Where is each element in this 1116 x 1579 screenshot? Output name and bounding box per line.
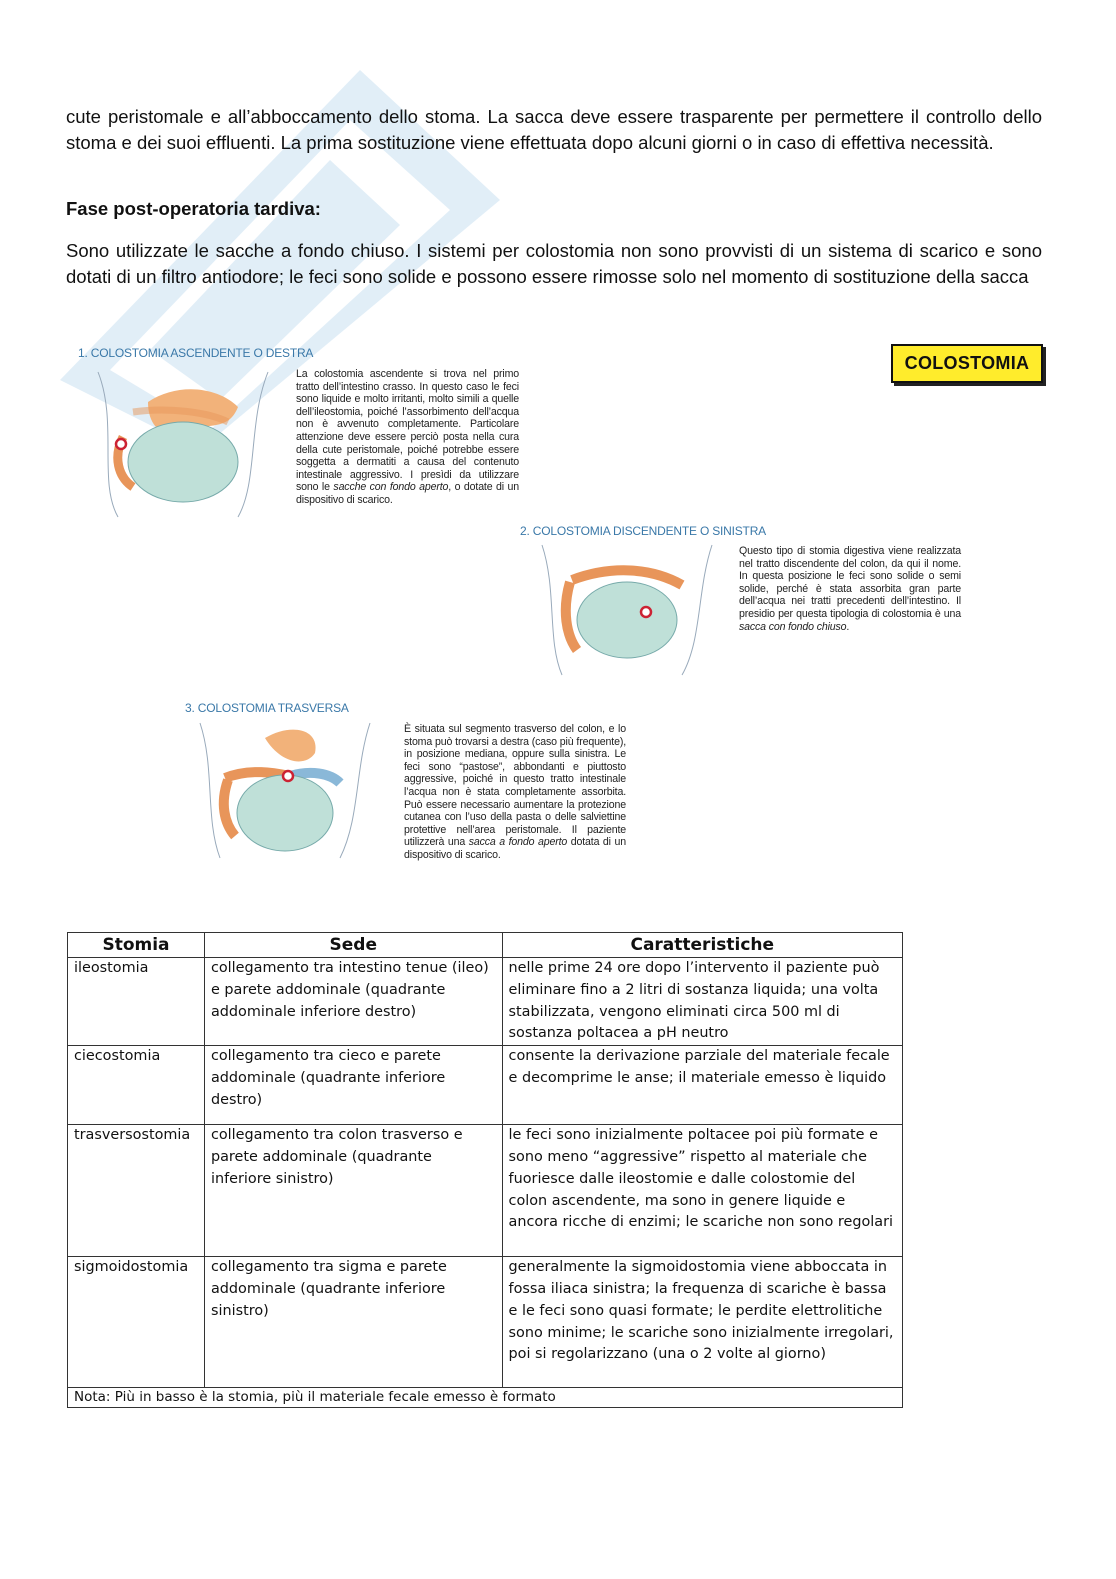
header-stomia: Stomia (68, 933, 205, 958)
table-note: Nota: Più in basso è la stomia, più il materiale fecale emesso è formato (68, 1388, 903, 1408)
table-row (68, 1257, 903, 1388)
figure-3-text: È situata sul segmento trasverso del colon, e lo stoma può trovarsi a destra (caso più frequente), in posizione mediana, oppure sulla sinistra. Le feci sono “pastose”, abbondanti e piuttosto aggressive, poiché in questo tratto intestinale l’acqua non è stata completamente assorbita. Può essere necessario aumentare la protezione cutanea con l’uso della pasta o delle salviettine protettive nell’area peristomale. Il paziente utilizzerà una sacca a fondo aperto dotata di un dispositivo di scarico. (404, 723, 626, 861)
table-header-row (68, 933, 903, 958)
cell-caratteristiche: le feci sono inizialmente poltacee poi più formate e sono meno “aggressive” rispetto al materiale che fuoriesce dalle ileostomie e dalle colostomie del colon ascendente, ma sono in genere liquide e ancora ricche di enzimi; le scariche non sono regolari (502, 1125, 902, 1257)
cell-stomia: trasversostomia (68, 1125, 205, 1257)
cell-caratteristiche: generalmente la sigmoidostomia viene abboccata in fossa iliaca sinistra; la frequenza di scariche è bassa e le feci sono quasi formate; le perdite elettrolitiche sono minime; le scariche sono inizialmente irregolari, poi si regolarizzano (una o 2 volte al giorno) (502, 1257, 902, 1388)
figure-2-title: 2. COLOSTOMIA DISCENDENTE O SINISTRA (520, 524, 766, 538)
table-row (68, 958, 903, 1046)
stomia-table (67, 932, 903, 1408)
figure-3-title: 3. COLOSTOMIA TRASVERSA (185, 701, 349, 715)
figure-1-title: 1. COLOSTOMIA ASCENDENTE O DESTRA (78, 346, 314, 360)
cell-sede: collegamento tra intestino tenue (ileo) e parete addominale (quadrante addominale inferiore destro) (204, 958, 502, 1046)
colon-illustration-ascending (88, 362, 278, 522)
cell-sede: collegamento tra cieco e parete addominale (quadrante inferiore destro) (204, 1046, 502, 1125)
table-row (68, 1046, 903, 1125)
table-row (68, 1125, 903, 1257)
colostomia-badge: COLOSTOMIA (891, 344, 1043, 383)
cell-caratteristiche: nelle prime 24 ore dopo l’intervento il paziente può eliminare fino a 2 litri di sostanza liquida; una volta stabilizzata, vengono eliminati circa 500 ml di sostanza poltacea a pH neutro (502, 958, 902, 1046)
header-sede: Sede (204, 933, 502, 958)
cell-stomia: sigmoidostomia (68, 1257, 205, 1388)
cell-stomia: ciecostomia (68, 1046, 205, 1125)
figure-2-text: Questo tipo di stomia digestiva viene realizzata nel tratto discendente del colon, da qui il nome. In questa posizione le feci sono solide o semi solide, perché è stata assorbita gran parte dell’acqua nei tratti precedenti dell’intestino. Il presidio per questa tipologia di colostomia è una sacca con fondo chiuso. (739, 545, 961, 633)
intro-paragraph-2: Sono utilizzate le sacche a fondo chiuso. I sistemi per colostomia non sono provvisti di un sistema di scarico e sono dotati di un filtro antiodore; le feci sono solide e possono essere rimosse solo nel momento di sostituzione della sacca (66, 240, 1042, 287)
cell-stomia: ileostomia (68, 958, 205, 1046)
colon-illustration-transverse (190, 718, 380, 863)
cell-sede: collegamento tra sigma e parete addominale (quadrante inferiore sinistro) (204, 1257, 502, 1388)
table-note-row (68, 1388, 903, 1408)
header-caratteristiche: Caratteristiche (502, 933, 902, 958)
section-heading: Fase post-operatoria tardiva: (66, 198, 321, 219)
figure-1-text: La colostomia ascendente si trova nel primo tratto dell’intestino crasso. In questo caso le feci sono liquide e molto irritanti, molto simili a quelle dell’ileostomia, poiché l’assorbimento dell’acqua non è avvenuto completamente. Particolare attenzione deve essere perciò posta nella cura della cute peristomale, poiché potrebbe essere soggetta a dermatiti a causa del contenuto intestinale aggressivo. I presìdi da utilizzare sono le sacche con fondo aperto, o dotate di un dispositivo di scarico. (296, 368, 519, 506)
cell-caratteristiche: consente la derivazione parziale del materiale fecale e decomprime le anse; il materiale emesso è liquido (502, 1046, 902, 1125)
intro-paragraph-1: cute peristomale e all’abboccamento dello stoma. La sacca deve essere trasparente per permettere il controllo dello stoma e dei suoi effluenti. La prima sostituzione viene effettuata dopo alcuni giorni o in caso di effettiva necessità. (66, 106, 1042, 153)
cell-sede: collegamento tra colon trasverso e parete addominale (quadrante inferiore sinistro) (204, 1125, 502, 1257)
colon-illustration-descending (532, 540, 722, 680)
